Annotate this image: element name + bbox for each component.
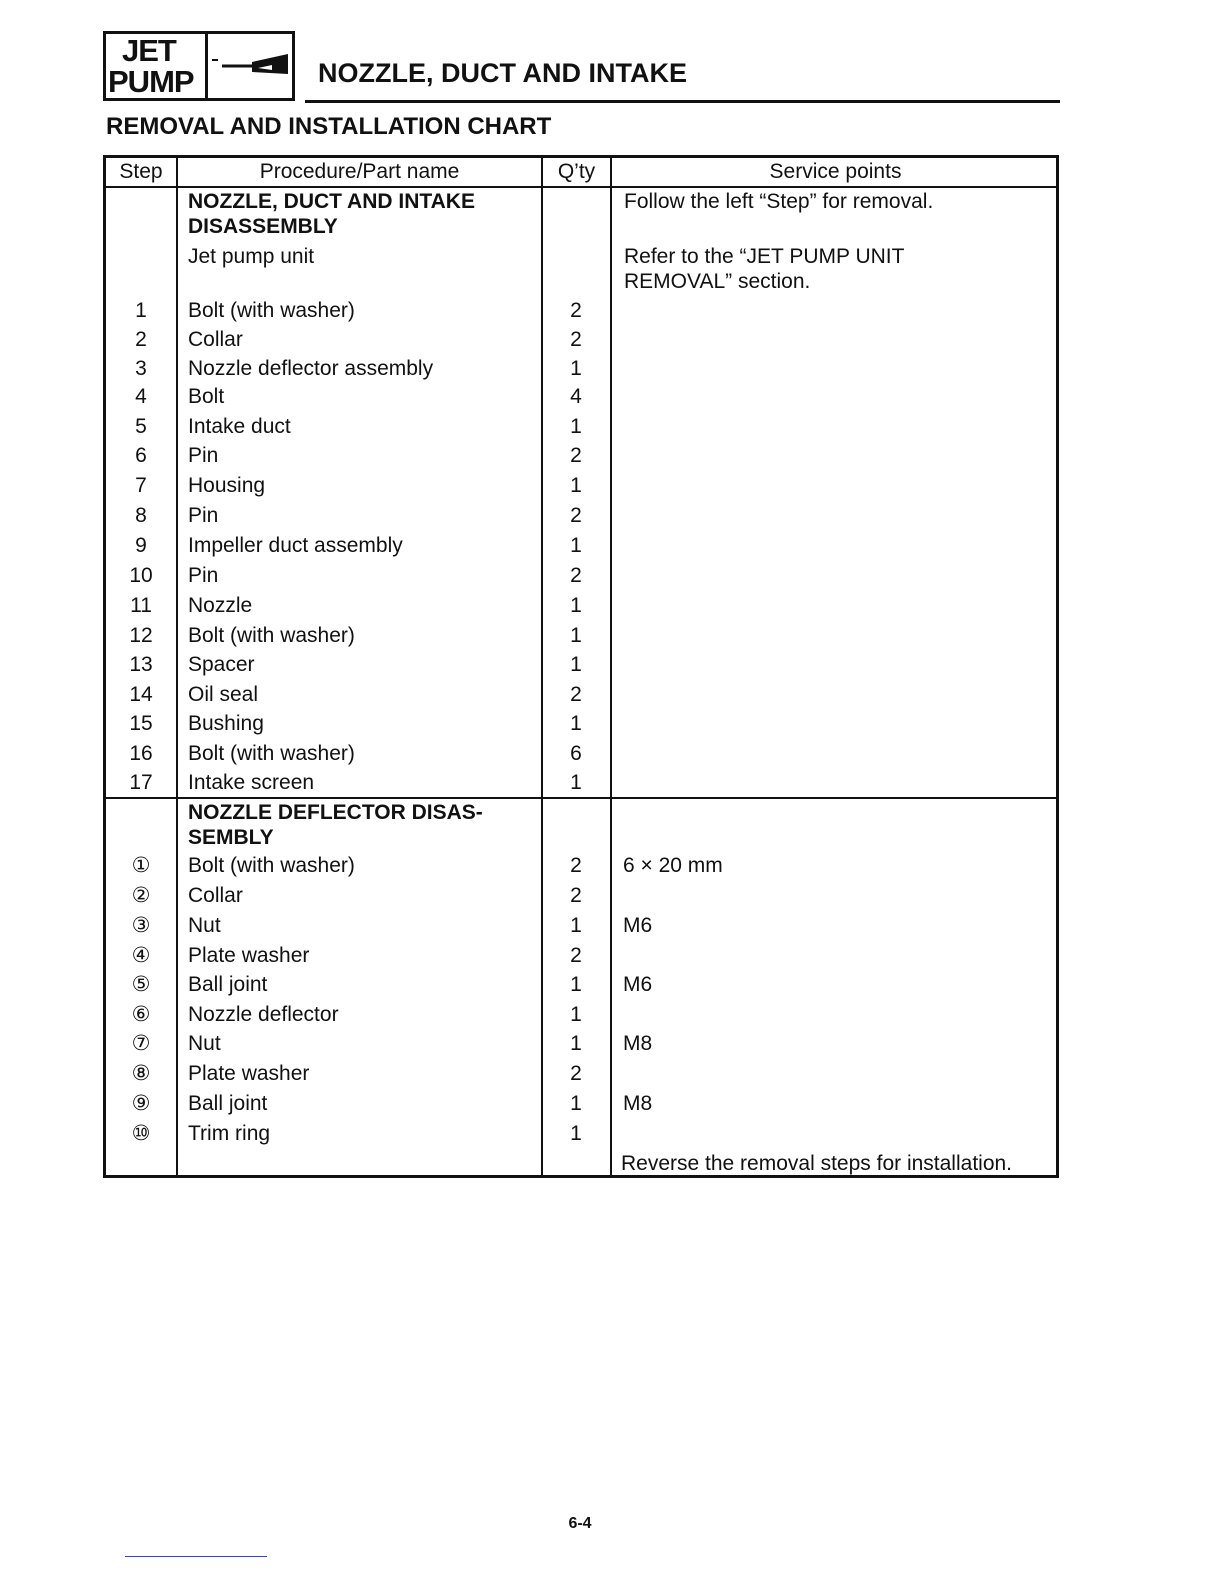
- column-header-qty: Q’ty: [557, 160, 596, 183]
- part-name: Oil seal: [188, 683, 259, 706]
- quantity: 2: [570, 944, 582, 967]
- quantity: 1: [570, 534, 582, 557]
- badge-line-2: PUMP: [108, 64, 194, 99]
- part-name: Ball joint: [188, 973, 268, 996]
- quantity: 1: [570, 415, 582, 438]
- section-badge: [103, 31, 295, 101]
- page-title: NOZZLE, DUCT AND INTAKE: [318, 58, 687, 88]
- step-number: 16: [129, 742, 153, 765]
- jet-pump-icon: [208, 34, 292, 98]
- quantity: 2: [570, 564, 582, 587]
- step-number: ④: [131, 944, 151, 967]
- column-header-service-points: Service points: [769, 160, 902, 183]
- part-name: Intake duct: [188, 415, 291, 438]
- step-number: ⑤: [131, 973, 151, 996]
- footer-rule: [125, 1556, 267, 1557]
- step-number: 17: [129, 771, 153, 794]
- column-divider: [610, 158, 612, 1175]
- step-number: 9: [135, 534, 147, 557]
- step-number: 6: [135, 444, 147, 467]
- part-name: Pin: [188, 564, 219, 587]
- step-number: 8: [135, 504, 147, 527]
- group-divider: [106, 797, 1056, 799]
- group-heading: DISASSEMBLY: [188, 215, 338, 238]
- quantity: 1: [570, 1122, 582, 1145]
- part-name: Trim ring: [188, 1122, 271, 1145]
- part-name: Bolt (with washer): [188, 742, 355, 765]
- column-divider: [176, 158, 178, 1175]
- closing-note: Reverse the removal steps for installation.: [621, 1152, 1013, 1175]
- part-name: Bolt (with washer): [188, 299, 355, 322]
- service-point: M8: [623, 1032, 653, 1055]
- group-heading: NOZZLE DEFLECTOR DISAS-: [188, 801, 483, 824]
- quantity: 1: [570, 914, 582, 937]
- quantity: 2: [570, 328, 582, 351]
- step-number: ⑧: [131, 1062, 151, 1085]
- page-number: 6-4: [568, 1515, 592, 1532]
- step-number: ⑥: [131, 1003, 151, 1026]
- part-name: Plate washer: [188, 944, 310, 967]
- part-name: Bolt (with washer): [188, 624, 355, 647]
- step-number: ⑨: [131, 1092, 151, 1115]
- part-name: Nozzle: [188, 594, 253, 617]
- part-name: Nut: [188, 1032, 221, 1055]
- column-header-procedure: Procedure/Part name: [259, 160, 460, 183]
- part-name: Pin: [188, 504, 219, 527]
- quantity: 2: [570, 884, 582, 907]
- quantity: 2: [570, 683, 582, 706]
- header-row-divider: [106, 186, 1056, 188]
- part-name: Bolt: [188, 385, 225, 408]
- quantity: 1: [570, 624, 582, 647]
- quantity: 1: [570, 973, 582, 996]
- group-heading: SEMBLY: [188, 826, 274, 849]
- badge-text: [106, 34, 208, 98]
- service-note: Follow the left “Step” for removal.: [624, 190, 934, 213]
- service-note: Refer to the “JET PUMP UNIT: [624, 245, 905, 268]
- part-name: Intake screen: [188, 771, 315, 794]
- part-name: Housing: [188, 474, 266, 497]
- badge-line-1: JET: [122, 33, 176, 68]
- step-number: ⑩: [131, 1122, 151, 1145]
- part-name: Collar: [188, 328, 243, 351]
- step-number: ③: [131, 914, 151, 937]
- service-point: M6: [623, 973, 653, 996]
- quantity: 4: [570, 385, 582, 408]
- part-name: Spacer: [188, 653, 255, 676]
- quantity: 1: [570, 1032, 582, 1055]
- step-number: 7: [135, 474, 147, 497]
- part-name: Nut: [188, 914, 221, 937]
- service-point: 6 × 20 mm: [623, 854, 723, 877]
- step-number: 10: [129, 564, 153, 587]
- step-number: 11: [130, 594, 152, 617]
- part-name: Impeller duct assembly: [188, 534, 403, 557]
- part-name: Ball joint: [188, 1092, 268, 1115]
- step-number: 13: [129, 653, 153, 676]
- section-title: REMOVAL AND INSTALLATION CHART: [106, 113, 552, 140]
- part-name: Bushing: [188, 712, 264, 735]
- step-number: ①: [131, 854, 151, 877]
- quantity: 1: [570, 1092, 582, 1115]
- quantity: 1: [570, 357, 582, 380]
- list-item-name: Jet pump unit: [188, 245, 315, 268]
- quantity: 6: [570, 742, 582, 765]
- step-number: 2: [135, 328, 147, 351]
- step-number: 1: [135, 299, 147, 322]
- part-name: Collar: [188, 884, 243, 907]
- quantity: 1: [570, 771, 582, 794]
- step-number: 3: [135, 357, 147, 380]
- service-point: M8: [623, 1092, 653, 1115]
- quantity: 1: [570, 712, 582, 735]
- step-number: 15: [129, 712, 153, 735]
- group-heading: NOZZLE, DUCT AND INTAKE: [188, 190, 475, 213]
- removal-installation-chart: [103, 155, 1059, 1178]
- quantity: 2: [570, 444, 582, 467]
- part-name: Bolt (with washer): [188, 854, 355, 877]
- step-number: 12: [129, 624, 153, 647]
- service-point: M6: [623, 914, 653, 937]
- step-number: ⑦: [131, 1032, 151, 1055]
- quantity: 1: [570, 653, 582, 676]
- step-number: 4: [135, 385, 147, 408]
- quantity: 1: [570, 594, 582, 617]
- quantity: 1: [570, 474, 582, 497]
- header-rule: [305, 100, 1060, 103]
- service-note: REMOVAL” section.: [624, 270, 811, 293]
- step-number: ②: [131, 884, 151, 907]
- step-number: 14: [129, 683, 153, 706]
- part-name: Pin: [188, 444, 219, 467]
- column-header-step: Step: [119, 160, 163, 183]
- quantity: 2: [570, 1062, 582, 1085]
- quantity: 2: [570, 299, 582, 322]
- part-name: Plate washer: [188, 1062, 310, 1085]
- part-name: Nozzle deflector assembly: [188, 357, 434, 380]
- part-name: Nozzle deflector: [188, 1003, 339, 1026]
- step-number: 5: [135, 415, 147, 438]
- quantity: 2: [570, 854, 582, 877]
- quantity: 2: [570, 504, 582, 527]
- quantity: 1: [570, 1003, 582, 1026]
